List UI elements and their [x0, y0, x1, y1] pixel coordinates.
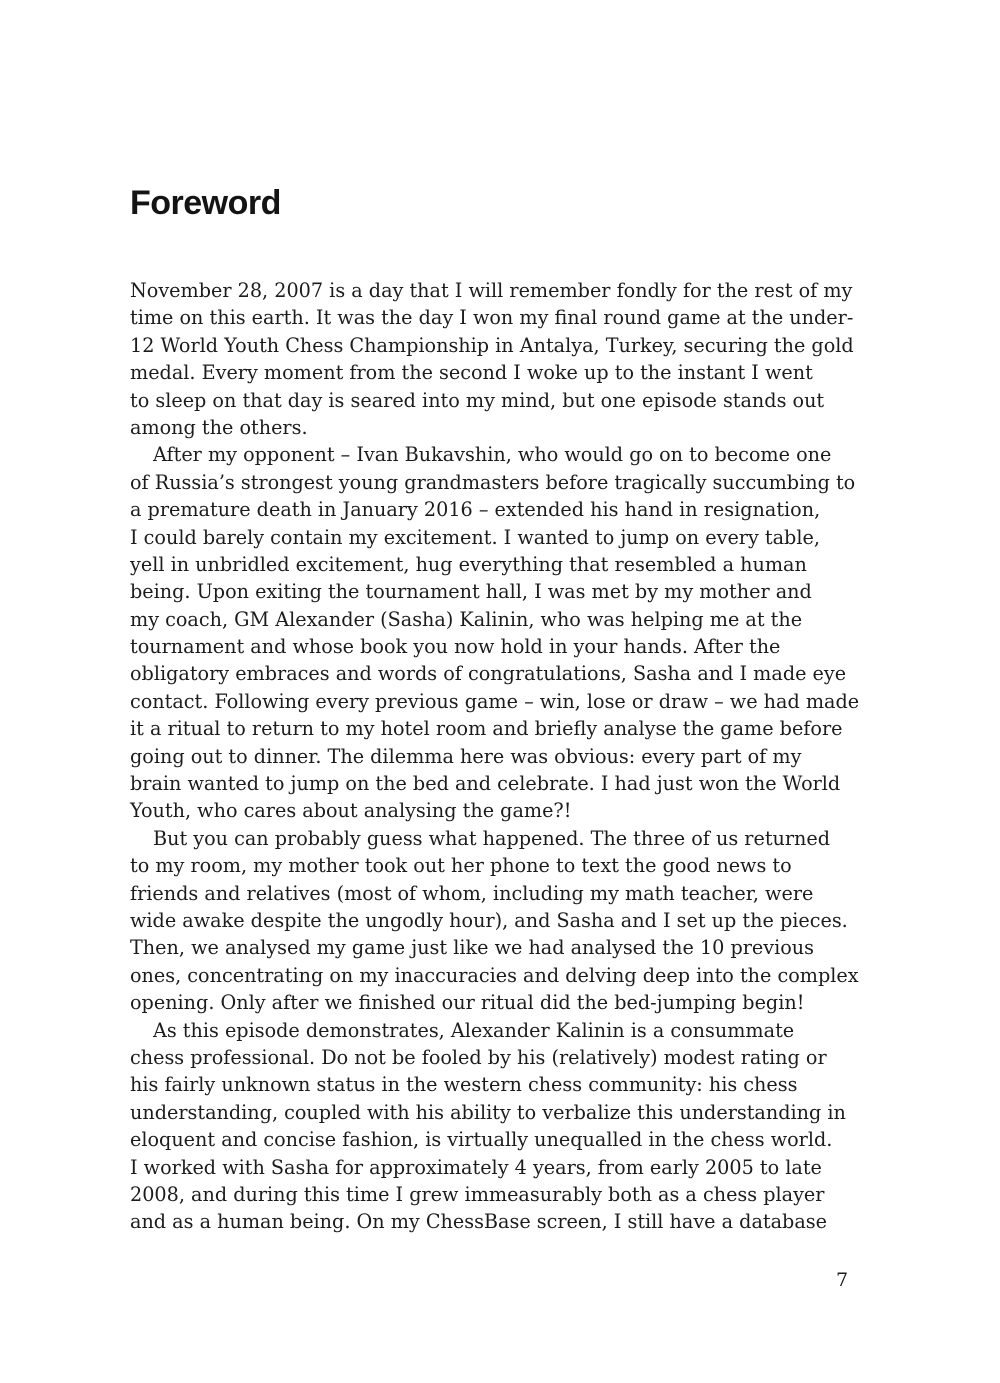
text-line: it a ritual to return to my hotel room and briefly analyse the game before — [130, 717, 843, 741]
text-line: 12 World Youth Chess Championship in Antalya, Turkey, securing the gold — [130, 333, 854, 357]
text-line: ones, concentrating on my inaccuracies and delving deep into the complex — [130, 963, 859, 987]
text-line: obligatory embraces and words of congratulations, Sasha and I made eye — [130, 662, 847, 686]
text-line: among the others. — [130, 415, 308, 439]
text-line: time on this earth. It was the day I won my final round game at the under- — [130, 306, 854, 330]
text-line: Then, we analysed my game just like we had analysed the 10 previous — [130, 936, 814, 960]
text-line: and as a human being. On my ChessBase screen, I still have a database — [130, 1210, 827, 1234]
text-line: going out to dinner. The dilemma here was obvious: every part of my — [130, 744, 802, 768]
text-line: wide awake despite the ungodly hour), and Sasha and I set up the pieces. — [130, 908, 848, 932]
text-line: understanding, coupled with his ability to verbalize this understanding in — [130, 1100, 846, 1124]
text-line: brain wanted to jump on the bed and celebrate. I had just won the World — [130, 772, 841, 796]
text-line: being. Upon exiting the tournament hall, I was met by my mother and — [130, 580, 812, 604]
text-line: I could barely contain my excitement. I wanted to jump on every table, — [130, 525, 820, 549]
text-line: his fairly unknown status in the western chess community: his chess — [130, 1073, 798, 1097]
text-line: my coach, GM Alexander (Sasha) Kalinin, who was helping me at the — [130, 607, 803, 631]
text-line: contact. Following every previous game – win, lose or draw – we had made — [130, 689, 860, 713]
paragraph-first-line: But you can probably guess what happened. The three of us returned — [153, 826, 831, 850]
text-line: friends and relatives (most of whom, including my math teacher, were — [130, 881, 814, 905]
paragraph-first-line: As this episode demonstrates, Alexander Kalinin is a consummate — [153, 1018, 795, 1042]
text-line: yell in unbridled excitement, hug everything that resembled a human — [130, 552, 807, 576]
text-line: medal. Every moment from the second I woke up to the instant I went — [130, 361, 813, 385]
paragraph-first-line: After my opponent – Ivan Bukavshin, who would go on to become one — [153, 443, 832, 467]
text-line: tournament and whose book you now hold in your hands. After the — [130, 635, 781, 659]
text-line: chess professional. Do not be fooled by his (relatively) modest rating or — [130, 1045, 827, 1069]
text-line: to sleep on that day is seared into my mind, but one episode stands out — [130, 388, 825, 412]
text-line: a premature death in January 2016 – extended his hand in resignation, — [130, 498, 821, 522]
text-line: I worked with Sasha for approximately 4 years, from early 2005 to late — [130, 1155, 822, 1179]
chapter-heading: Foreword — [130, 184, 281, 222]
text-line: opening. Only after we finished our ritual did the bed-jumping begin! — [130, 991, 805, 1015]
foreword-body — [130, 277, 870, 1236]
text-line: of Russia’s strongest young grandmasters before tragically succumbing to — [130, 470, 856, 494]
text-line: eloquent and concise fashion, is virtually unequalled in the chess world. — [130, 1128, 833, 1152]
page-number: 7 — [836, 1269, 849, 1291]
text-line: November 28, 2007 is a day that I will remember fondly for the rest of my — [130, 279, 853, 302]
text-line: to my room, my mother took out her phone to text the good news to — [130, 854, 792, 878]
text-line: 2008, and during this time I grew immeasurably both as a chess player — [130, 1182, 825, 1206]
text-line: Youth, who cares about analysing the game?! — [130, 799, 572, 823]
